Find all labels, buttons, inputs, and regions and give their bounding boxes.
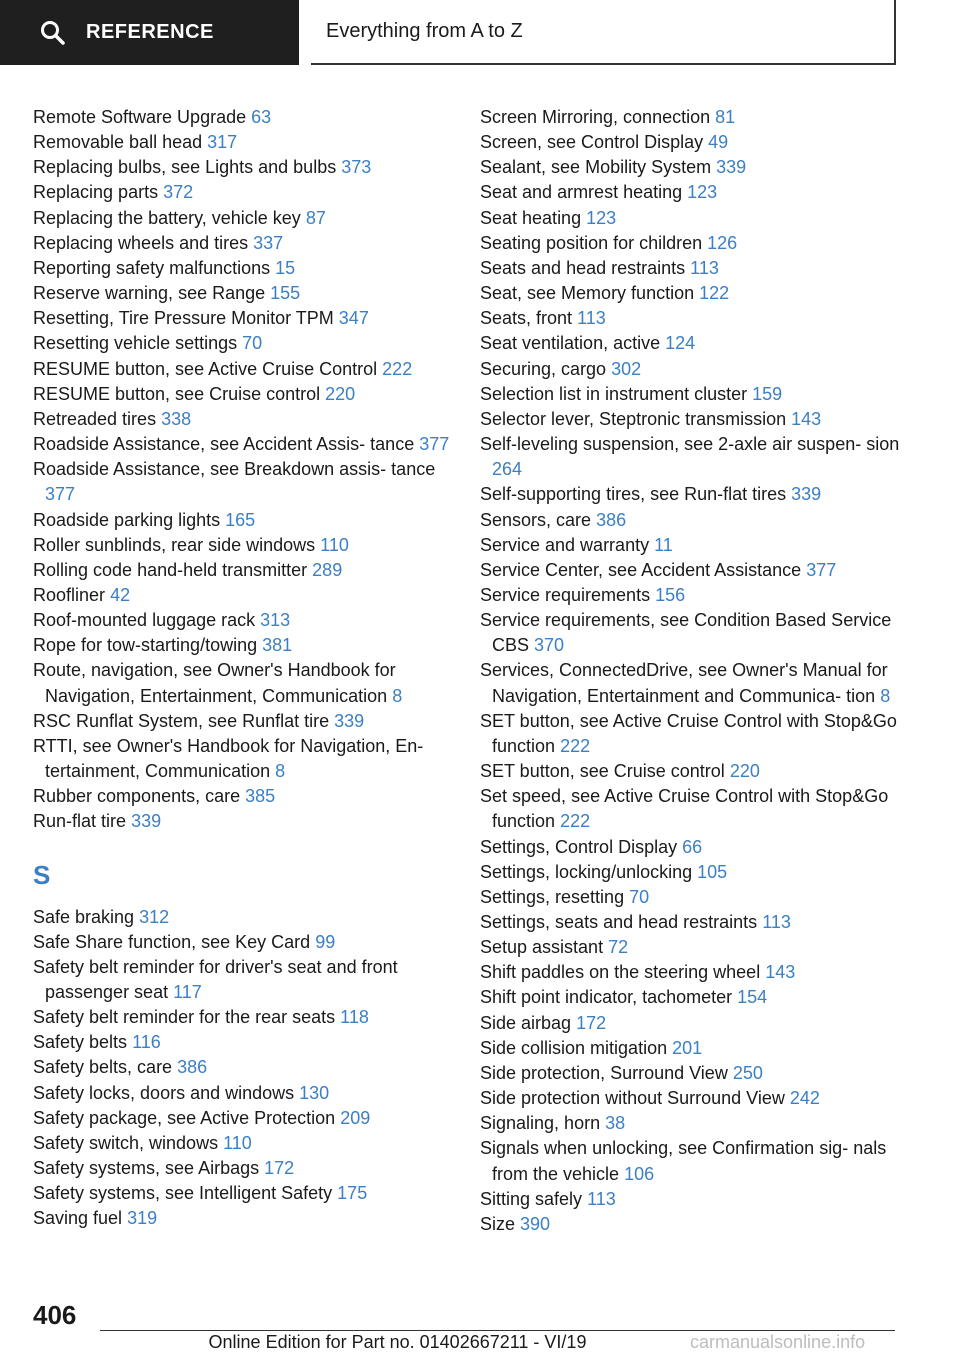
entry-text: Shift paddles on the steering wheel: [480, 962, 761, 983]
page-link[interactable]: 123: [586, 207, 617, 228]
index-entry: [33, 734, 453, 784]
entry-text: Safety package, see Active Protection: [33, 1107, 336, 1128]
index-entry: [33, 558, 453, 583]
page-link[interactable]: 124: [665, 333, 696, 354]
entry-text: Rope for tow-starting/towing: [33, 635, 258, 656]
index-entry: [480, 331, 900, 356]
page-link[interactable]: 117: [173, 982, 202, 1002]
page-link[interactable]: 313: [260, 610, 291, 631]
page-link[interactable]: 337: [253, 232, 284, 253]
index-entry: [480, 1061, 900, 1086]
index-entry: [33, 955, 453, 1005]
page-link[interactable]: 113: [690, 257, 719, 278]
entry-text: Replacing parts: [33, 182, 159, 203]
index-entry: [33, 231, 453, 256]
entry-text: Replacing bulbs, see Lights and bulbs: [33, 157, 337, 178]
entry-text: Services, ConnectedDrive, see Owner's Manual for Navigation, Entertainment and Communica- tion: [480, 660, 888, 706]
page-link[interactable]: 377: [419, 434, 450, 455]
index-entry: [33, 407, 453, 432]
page-link[interactable]: 154: [737, 987, 768, 1008]
index-list-s-continued: [480, 105, 900, 1237]
entry-text: Safety belts, care: [33, 1057, 173, 1078]
index-entry: [480, 382, 900, 407]
entry-text: Safety belt reminder for the rear seats: [33, 1007, 336, 1028]
page-link[interactable]: 110: [223, 1132, 252, 1153]
index-entry: [480, 357, 900, 382]
section-label: REFERENCE: [86, 21, 214, 43]
page-link[interactable]: 338: [161, 408, 192, 429]
entry-text: Side airbag: [480, 1012, 572, 1033]
index-entry: [33, 905, 453, 930]
page-link[interactable]: 377: [806, 559, 837, 580]
index-entry: [33, 1181, 453, 1206]
entry-text: Rubber components, care: [33, 786, 241, 807]
entry-text: Removable ball head: [33, 132, 203, 153]
entry-text: Sitting safely: [480, 1188, 583, 1209]
entry-text: Retreaded tires: [33, 408, 157, 429]
index-entry: [33, 1055, 453, 1080]
index-entry: [33, 533, 453, 558]
entry-text: Saving fuel: [33, 1208, 123, 1229]
index-entry: [33, 608, 453, 633]
page-link[interactable]: 377: [45, 484, 76, 505]
entry-text: Replacing the battery, vehicle key: [33, 207, 301, 228]
entry-text: Sensors, care: [480, 509, 592, 530]
index-entry: [33, 206, 453, 231]
index-entry: [33, 709, 453, 734]
page-link[interactable]: 222: [560, 811, 591, 832]
index-entry: [33, 331, 453, 356]
index-entry: [480, 835, 900, 860]
index-entry: [33, 306, 453, 331]
index-entry: [480, 558, 900, 583]
page-link[interactable]: 81: [715, 107, 736, 127]
page-link[interactable]: 143: [791, 408, 822, 429]
page-link[interactable]: 70: [242, 333, 263, 354]
index-entry: [33, 256, 453, 281]
entry-text: Seat ventilation, active: [480, 333, 661, 354]
entry-text: Seating position for children: [480, 232, 703, 253]
entry-text: Roadside Assistance, see Accident Assis- tance: [33, 434, 415, 455]
page-link[interactable]: 143: [765, 962, 796, 983]
index-entry: [480, 1187, 900, 1212]
entry-text: Replacing wheels and tires: [33, 232, 249, 253]
index-entry: [33, 1005, 453, 1030]
page-link[interactable]: 122: [699, 283, 730, 304]
page-link[interactable]: 8: [880, 685, 891, 706]
entry-text: RESUME button, see Cruise control: [33, 383, 321, 404]
page-link[interactable]: 63: [251, 107, 272, 127]
entry-text: Seat heating: [480, 207, 582, 228]
index-entry: [33, 432, 453, 457]
entry-text: Roller sunblinds, rear side windows: [33, 534, 316, 555]
index-entry: [480, 1086, 900, 1111]
entry-text: Self-supporting tires, see Run-flat tires: [480, 484, 787, 505]
index-entry: [480, 1136, 900, 1186]
entry-text: Resetting vehicle settings: [33, 333, 238, 354]
index-entry: [33, 180, 453, 205]
page-link[interactable]: 8: [392, 685, 403, 706]
page-link[interactable]: 264: [492, 459, 523, 480]
index-entry: [480, 482, 900, 507]
index-entry: [33, 633, 453, 658]
entry-text: Seats, front: [480, 308, 573, 329]
index-entry: [480, 231, 900, 256]
entry-text: SET button, see Active Cruise Control with Stop&Go function: [480, 710, 897, 756]
entry-text: Safe braking: [33, 906, 135, 927]
entry-text: RESUME button, see Active Cruise Control: [33, 358, 378, 379]
index-entry: [480, 533, 900, 558]
index-entry: [33, 1131, 453, 1156]
entry-text: Roadside Assistance, see Breakdown assis- tance: [33, 459, 436, 480]
entry-text: Setup assistant: [480, 937, 604, 958]
index-entry: [480, 281, 900, 306]
index-entry: [33, 1030, 453, 1055]
index-entry: [480, 709, 900, 759]
entry-text: Roofliner: [33, 584, 106, 605]
entry-text: Safety systems, see Airbags: [33, 1158, 260, 1179]
page-link[interactable]: 110: [320, 534, 349, 555]
entry-text: Reporting safety malfunctions: [33, 257, 271, 278]
entry-text: Sealant, see Mobility System: [480, 157, 712, 178]
entry-text: Service requirements, see Condition Based Service CBS: [480, 610, 892, 656]
page-link[interactable]: 156: [655, 584, 686, 605]
page-link[interactable]: 319: [127, 1208, 158, 1229]
page-link[interactable]: 126: [707, 232, 738, 253]
index-entry: [33, 1081, 453, 1106]
page-link[interactable]: 155: [270, 283, 301, 304]
index-list-r: [33, 105, 453, 835]
index-entry: [480, 1011, 900, 1036]
page-link[interactable]: 302: [611, 358, 642, 379]
page-link[interactable]: 172: [264, 1158, 295, 1179]
index-entry: [480, 407, 900, 432]
page-link[interactable]: 242: [789, 1088, 820, 1109]
entry-text: SET button, see Cruise control: [480, 761, 725, 782]
index-entry: [480, 658, 900, 708]
page-link[interactable]: 220: [325, 383, 356, 404]
page-link[interactable]: 113: [577, 308, 606, 329]
entry-text: Side protection, Surround View: [480, 1062, 728, 1083]
page-link[interactable]: 222: [382, 358, 413, 379]
index-entry: [480, 105, 900, 130]
index-entry: [480, 985, 900, 1010]
page-link[interactable]: 201: [672, 1037, 703, 1058]
entry-text: Service and warranty: [480, 534, 650, 555]
index-entry: [33, 105, 453, 130]
index-entry: [480, 130, 900, 155]
page-link[interactable]: 113: [587, 1188, 616, 1209]
page-link[interactable]: 339: [131, 811, 162, 832]
entry-text: Settings, resetting: [480, 886, 625, 907]
entry-text: Settings, Control Display: [480, 836, 678, 857]
reference-tab[interactable]: [0, 0, 299, 65]
entry-text: Rolling code hand-held transmitter: [33, 559, 308, 580]
index-entry: [33, 658, 453, 708]
footer-divider: [100, 1330, 895, 1331]
entry-text: Safety belts: [33, 1032, 128, 1053]
index-entry: [480, 155, 900, 180]
page-link[interactable]: 339: [791, 484, 822, 505]
index-entry: [480, 910, 900, 935]
entry-text: Route, navigation, see Owner's Handbook for Navigation, Entertainment, Communication: [33, 660, 396, 706]
page-link[interactable]: 159: [752, 383, 783, 404]
entry-text: Safety belt reminder for driver's seat and front passenger seat: [33, 956, 398, 1002]
entry-text: Selection list in instrument cluster: [480, 383, 748, 404]
page-link[interactable]: 372: [163, 182, 194, 203]
page-link[interactable]: 42: [110, 584, 131, 605]
entry-text: Settings, seats and head restraints: [480, 912, 758, 932]
entry-text: Side collision mitigation: [480, 1037, 668, 1058]
page-link[interactable]: 385: [245, 786, 276, 807]
page-link[interactable]: 317: [207, 132, 238, 153]
index-entry: [33, 457, 453, 507]
index-entry: [480, 759, 900, 784]
entry-text: Signals when unlocking, see Confirmation sig- nals from the vehicle: [480, 1138, 887, 1184]
page-link[interactable]: 370: [534, 635, 565, 656]
entry-text: Run-flat tire: [33, 811, 127, 832]
index-entry: [480, 935, 900, 960]
page-link[interactable]: 106: [624, 1163, 655, 1184]
page-link[interactable]: 390: [520, 1213, 551, 1234]
entry-text: RSC Runflat System, see Runflat tire: [33, 710, 330, 731]
index-entry: [480, 860, 900, 885]
index-entry: [33, 155, 453, 180]
entry-text: Securing, cargo: [480, 358, 607, 379]
page-link[interactable]: 130: [299, 1082, 330, 1103]
page-number: 406: [33, 1300, 77, 1330]
entry-text: RTTI, see Owner's Handbook for Navigation, En- tertainment, Communication: [33, 735, 424, 782]
page-link[interactable]: 220: [729, 761, 760, 782]
index-entry: [480, 306, 900, 331]
index-entry: [480, 180, 900, 205]
page-link[interactable]: 105: [697, 861, 728, 882]
entry-text: Side protection without Surround View: [480, 1088, 785, 1109]
index-entry: [33, 357, 453, 382]
entry-text: Signaling, horn: [480, 1113, 601, 1134]
index-column-left: [33, 105, 453, 1232]
index-entry: [33, 930, 453, 955]
index-entry: [33, 1106, 453, 1131]
entry-text: Seats and head restraints: [480, 257, 686, 278]
page-link[interactable]: 8: [275, 761, 286, 782]
page-link[interactable]: 11: [654, 534, 673, 555]
index-entry: [480, 784, 900, 834]
page-link[interactable]: 312: [139, 906, 170, 927]
edition-note: Online Edition for Part no. 01402667211 - VI/19: [208, 1332, 587, 1352]
index-entry: [480, 206, 900, 231]
page-link[interactable]: 99: [315, 931, 336, 952]
watermark: carmanualsonline.info: [690, 1332, 866, 1352]
index-entry: [33, 784, 453, 809]
page-link[interactable]: 386: [177, 1057, 208, 1078]
entry-text: Resetting, Tire Pressure Monitor TPM: [33, 308, 334, 329]
page-link[interactable]: 116: [132, 1032, 161, 1053]
entry-text: Set speed, see Active Cruise Control with Stop&Go function: [480, 786, 889, 832]
index-entry: [480, 508, 900, 533]
page-link[interactable]: 15: [275, 257, 296, 278]
page-link[interactable]: 113: [762, 912, 791, 932]
entry-text: Shift point indicator, tachometer: [480, 987, 733, 1008]
page-link[interactable]: 123: [687, 182, 718, 203]
page-link[interactable]: 49: [708, 132, 729, 153]
page-link[interactable]: 347: [338, 308, 369, 329]
entry-text: Screen, see Control Display: [480, 132, 704, 153]
entry-text: Seat and armrest heating: [480, 182, 683, 203]
page-link[interactable]: 339: [716, 157, 747, 178]
entry-text: Settings, locking/unlocking: [480, 861, 693, 882]
section-letter: S: [33, 859, 51, 890]
entry-text: Roof-mounted luggage rack: [33, 610, 256, 631]
index-entry: [480, 432, 900, 482]
index-entry: [33, 281, 453, 306]
index-entry: [33, 809, 453, 834]
page-link[interactable]: 222: [560, 735, 591, 756]
index-entry: [480, 885, 900, 910]
index-entry: [33, 130, 453, 155]
search-icon: [40, 20, 66, 46]
entry-text: Screen Mirroring, connection: [480, 107, 711, 127]
index-entry: [33, 1156, 453, 1181]
index-entry: [480, 1212, 900, 1237]
entry-text: Service requirements: [480, 584, 651, 605]
entry-text: Size: [480, 1213, 516, 1234]
entry-text: Seat, see Memory function: [480, 283, 695, 304]
page-link[interactable]: 373: [341, 157, 372, 178]
entry-text: Service Center, see Accident Assistance: [480, 559, 802, 580]
entry-text: Safety switch, windows: [33, 1132, 219, 1153]
entry-text: Safety systems, see Intelligent Safety: [33, 1183, 333, 1204]
index-list-s: [33, 905, 453, 1232]
index-entry: [33, 583, 453, 608]
page-link[interactable]: 172: [576, 1012, 607, 1033]
entry-text: Roadside parking lights: [33, 509, 221, 530]
index-entry: [33, 382, 453, 407]
entry-text: Reserve warning, see Range: [33, 283, 266, 304]
page-link[interactable]: 386: [596, 509, 627, 530]
page-link[interactable]: 72: [608, 937, 629, 958]
index-entry: [480, 608, 900, 658]
index-entry: [480, 256, 900, 281]
page-link[interactable]: 87: [305, 207, 326, 228]
page-link[interactable]: 165: [225, 509, 256, 530]
index-entry: [480, 1036, 900, 1061]
index-column-right: [480, 105, 900, 1237]
entry-text: Remote Software Upgrade: [33, 107, 247, 127]
page-title: Everything from A to Z: [311, 0, 896, 65]
page-link[interactable]: 118: [340, 1007, 369, 1028]
page-link[interactable]: 209: [340, 1107, 371, 1128]
index-entry: [33, 508, 453, 533]
page-link[interactable]: 66: [682, 836, 703, 857]
page-link[interactable]: 38: [605, 1113, 626, 1134]
entry-text: Self-leveling suspension, see 2-axle air suspen- sion: [480, 434, 900, 455]
index-entry: [480, 960, 900, 985]
page-link[interactable]: 175: [337, 1183, 368, 1204]
index-entry: [33, 1206, 453, 1231]
entry-text: Selector lever, Steptronic transmission: [480, 408, 787, 429]
page-link[interactable]: 381: [262, 635, 293, 656]
index-entry: [480, 1111, 900, 1136]
page-link[interactable]: 339: [334, 710, 365, 731]
entry-text: Safe Share function, see Key Card: [33, 931, 311, 952]
entry-text: Safety locks, doors and windows: [33, 1082, 295, 1103]
page-link[interactable]: 70: [629, 886, 650, 907]
index-entry: [480, 583, 900, 608]
page-link[interactable]: 250: [732, 1062, 763, 1083]
page-link[interactable]: 289: [312, 559, 343, 580]
